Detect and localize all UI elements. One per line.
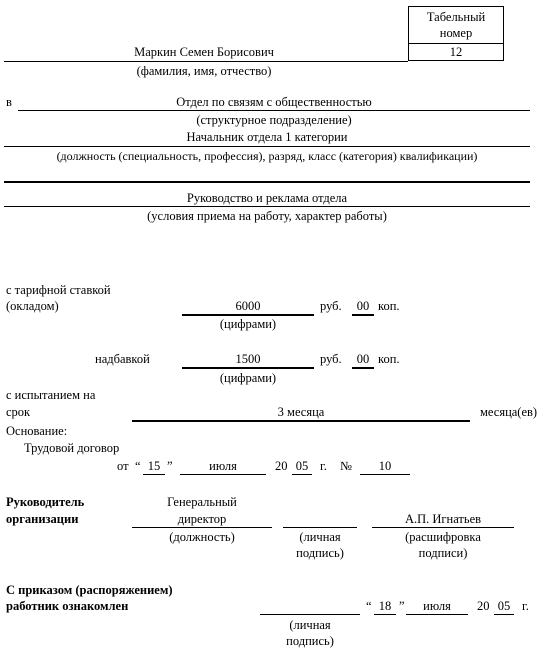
acquainted-label-1: С приказом (распоряжением) xyxy=(6,583,173,597)
bonus-kop-value: 00 xyxy=(356,352,370,366)
acquainted-month-line xyxy=(406,614,468,615)
basis-day-line xyxy=(143,474,165,475)
head-position-2: директор xyxy=(177,512,227,526)
probation-line xyxy=(132,420,470,422)
bonus-line xyxy=(182,367,314,369)
position-value: Начальник отдела 1 категории xyxy=(186,130,348,144)
basis-label: Основание: xyxy=(6,424,68,438)
basis-number-sign: № xyxy=(340,459,352,473)
head-position-line xyxy=(132,527,272,528)
probation-unit: месяца(ев) xyxy=(480,405,538,419)
employee-name: Маркин Семен Борисович xyxy=(134,45,274,59)
employee-name-caption: (фамилия, имя, отчество) xyxy=(136,64,272,78)
basis-quote-close: ” xyxy=(167,459,173,473)
basis-year-line xyxy=(292,474,312,475)
head-signature-caption-1: (личная xyxy=(299,530,341,544)
tab-number-label-1: Табельный xyxy=(426,10,486,24)
bonus-kop-line xyxy=(352,367,374,369)
acquainted-signature-line xyxy=(260,614,360,615)
basis-from: от xyxy=(117,459,129,473)
acquainted-year-line xyxy=(494,614,514,615)
basis-year-prefix: 20 xyxy=(275,459,288,473)
acquainted-day-line xyxy=(374,614,396,615)
head-position-1: Генеральный xyxy=(167,495,237,509)
probation-label-2: срок xyxy=(6,405,31,419)
department-value: Отдел по связям с общественностью xyxy=(176,95,372,109)
bonus-rub: руб. xyxy=(320,352,342,366)
salary-value: 6000 xyxy=(235,299,261,313)
acquainted-signature-caption-1: (личная xyxy=(289,618,331,632)
head-name-caption-2: подписи) xyxy=(418,546,468,560)
salary-rub: руб. xyxy=(320,299,342,313)
acquainted-quote-close: ” xyxy=(399,599,405,613)
acquainted-signature-caption-2: подпись) xyxy=(286,634,334,648)
bonus-value: 1500 xyxy=(235,352,261,366)
conditions-value: Руководство и реклама отдела xyxy=(186,191,348,205)
employee-name-line xyxy=(4,61,408,62)
tab-number-divider xyxy=(408,43,504,44)
acquainted-day: 18 xyxy=(378,599,392,613)
acquainted-month: июля xyxy=(423,599,451,613)
department-prefix: в xyxy=(6,95,12,109)
head-name-line xyxy=(372,527,514,528)
salary-label-1: с тарифной ставкой xyxy=(6,283,111,297)
basis-day: 15 xyxy=(147,459,161,473)
bonus-label: надбавкой xyxy=(95,352,150,366)
acquainted-quote-open: “ xyxy=(366,599,372,613)
empty-line xyxy=(4,181,530,183)
head-name-caption-1: (расшифровка xyxy=(405,530,481,544)
salary-kop-line xyxy=(352,314,374,316)
department-caption: (структурное подразделение) xyxy=(196,113,352,127)
probation-label-1: с испытанием на xyxy=(6,388,96,402)
acquainted-year: 05 xyxy=(497,599,511,613)
conditions-caption: (условия приема на работу, характер работы) xyxy=(147,209,387,223)
salary-label-2: (окладом) xyxy=(6,299,59,313)
basis-number-line xyxy=(360,474,410,475)
basis-year-suffix: г. xyxy=(320,459,327,473)
probation-value: 3 месяца xyxy=(277,405,325,419)
tab-number-label-2: номер xyxy=(439,26,473,40)
head-label-2: организации xyxy=(6,512,79,526)
acquainted-label-2: работник ознакомлен xyxy=(6,599,129,613)
head-signature-line xyxy=(283,527,357,528)
acquainted-year-prefix: 20 xyxy=(477,599,490,613)
department-line xyxy=(18,110,530,111)
salary-kop: коп. xyxy=(378,299,400,313)
basis-month-line xyxy=(180,474,266,475)
basis-year: 05 xyxy=(295,459,309,473)
bonus-caption: (цифрами) xyxy=(219,371,277,385)
basis-month: июля xyxy=(209,459,237,473)
bonus-kop: коп. xyxy=(378,352,400,366)
position-line xyxy=(4,146,530,147)
head-name: А.П. Игнатьев xyxy=(404,512,482,526)
salary-caption: (цифрами) xyxy=(219,317,277,331)
basis-quote-open: “ xyxy=(135,459,141,473)
acquainted-year-suffix: г. xyxy=(522,599,529,613)
head-label-1: Руководитель xyxy=(6,495,85,509)
basis-number: 10 xyxy=(378,459,392,473)
basis-doc: Трудовой договор xyxy=(24,441,120,455)
head-position-caption: (должность) xyxy=(169,530,235,544)
salary-kop-value: 00 xyxy=(356,299,370,313)
tab-number-value: 12 xyxy=(449,45,463,59)
position-caption: (должность (специальность, профессия), разряд, класс (категория) квалификации) xyxy=(56,149,478,163)
conditions-line xyxy=(4,206,530,207)
salary-line xyxy=(182,314,314,316)
head-signature-caption-2: подпись) xyxy=(296,546,344,560)
